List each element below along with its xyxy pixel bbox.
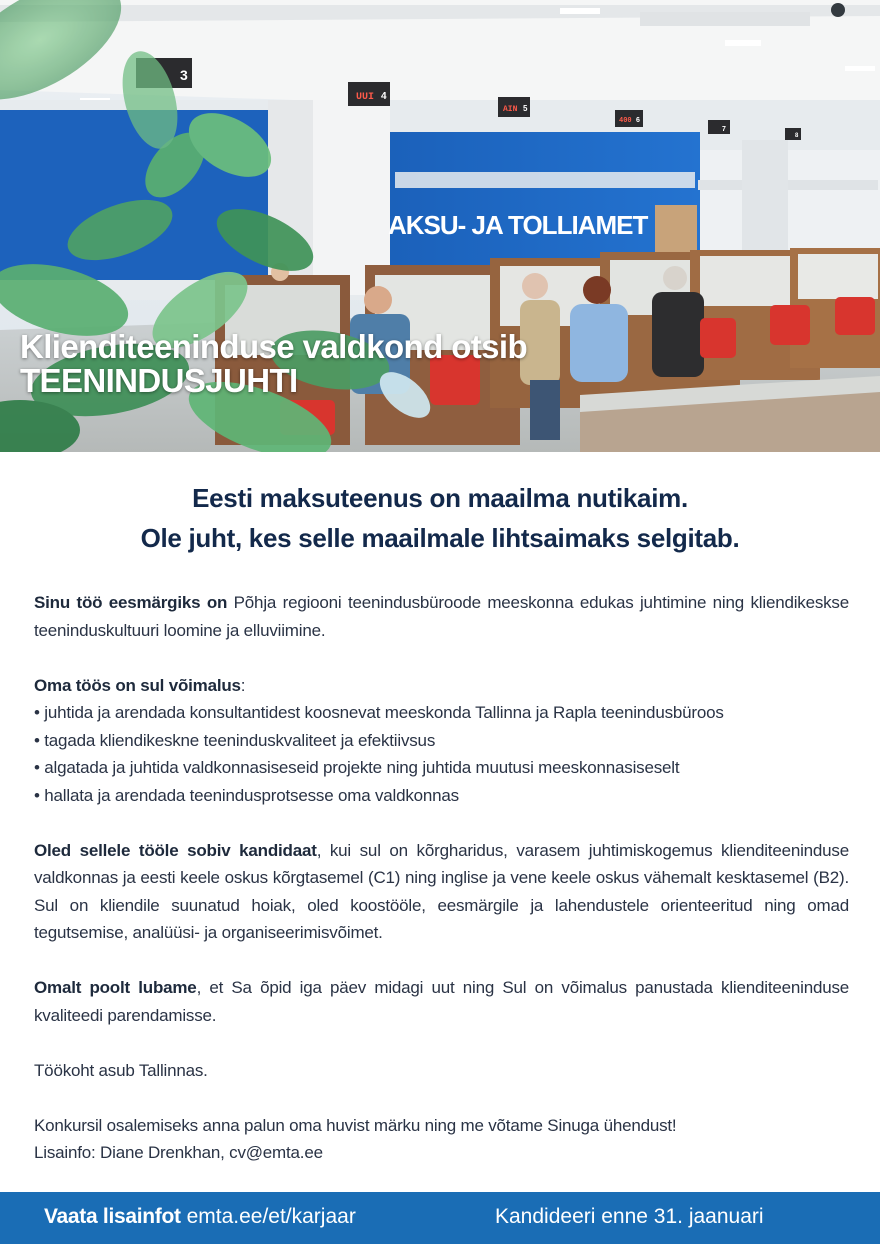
wall-sign: AKSU- JA TOLLIAMET — [388, 210, 648, 240]
location-paragraph: Töökoht asub Tallinnas. — [34, 1060, 208, 1080]
headline-line2: Ole juht, kes selle maailmale lihtsaimaks selgitab. — [140, 523, 740, 553]
opportunities-section — [34, 672, 849, 810]
job-description — [34, 589, 849, 1167]
svg-text:5: 5 — [523, 104, 528, 113]
apply-section — [34, 1112, 849, 1167]
hero-title-line2: TEENINDUSJUHTI — [20, 362, 298, 399]
apply-deadline: Kandideeri enne 31. jaanuari — [495, 1205, 764, 1228]
svg-text:AIN: AIN — [503, 105, 518, 114]
svg-text:3: 3 — [180, 67, 188, 83]
intro-paragraph — [34, 589, 849, 644]
list-item: • juhtida ja arendada konsultantidest koosnevat meeskonda Tallinna ja Rapla teenindusbüroos — [34, 699, 849, 727]
svg-text:4: 4 — [381, 91, 387, 102]
candidate-paragraph — [34, 837, 849, 947]
promise-text: , et Sa õpid iga päev midagi uut ning Sul on võimalus panustada klienditeeninduse kvaliteedi parendamisse. — [34, 978, 850, 1025]
intro-bold: Sinu töö eesmärgiks on — [34, 593, 228, 612]
hero-title — [20, 330, 527, 398]
hero-title-line1: Klienditeeninduse valdkond otsib — [20, 328, 528, 365]
list-item: • algatada ja juhtida valdkonnasiseseid projekte ning juhtida muutusi meeskonnasiseselt — [34, 754, 849, 782]
promise-bold: Omalt poolt lubame — [34, 978, 197, 997]
svg-text:7: 7 — [722, 126, 726, 133]
more-info-link[interactable]: emta.ee/et/karjaar — [186, 1205, 356, 1228]
contact-info: Lisainfo: Diane Drenkhan, cv@emta.ee — [34, 1143, 323, 1162]
list-item: • tagada kliendikeskne teeninduskvaliteet ja efektiivsus — [34, 727, 849, 755]
opportunities-heading: Oma töös on sul võimalus: — [34, 675, 246, 695]
svg-text:400: 400 — [619, 117, 632, 125]
headline-line1: Eesti maksuteenus on maailma nutikaim. — [192, 483, 688, 513]
svg-text:8: 8 — [795, 133, 799, 139]
apply-text: Konkursil osalemiseks anna palun oma huvist märku ning me võtame Sinuga ühendust! — [34, 1115, 677, 1135]
opportunities-list — [34, 699, 849, 809]
svg-text:UUI: UUI — [356, 92, 375, 103]
candidate-bold: Oled sellele tööle sobiv kandidaat — [34, 840, 317, 860]
svg-text:6: 6 — [636, 117, 640, 124]
more-info-label: Vaata lisainfot — [44, 1205, 181, 1228]
footer-bar — [0, 1192, 880, 1244]
candidate-text: , kui sul on kõrgharidus, varasem juhtimiskogemus klienditeeninduse valdkonnas ja eesti keele oskus kõrgtasemel (C1) ning inglise ja vene keele oskus vähemalt kesktasemel (B2). Sul on kliendile suunatud hoiak, oled koostööle, eesmärgile ja lahendustele orienteeritud ning omad tegutsemise, analüüsi- ja organiseerimisvõimet. — [34, 840, 849, 942]
more-info — [44, 1205, 356, 1229]
list-item: • hallata ja arendada teenindusprotsesse oma valdkonnas — [34, 782, 849, 810]
promise-paragraph — [34, 974, 849, 1029]
hero-banner — [0, 0, 880, 452]
headline — [0, 478, 880, 558]
intro-text: Põhja regiooni teenindusbüroode meeskonna edukas juhtimine ning kliendikeskse teeninduskultuuri loomine ja elluviimine. — [34, 593, 849, 640]
